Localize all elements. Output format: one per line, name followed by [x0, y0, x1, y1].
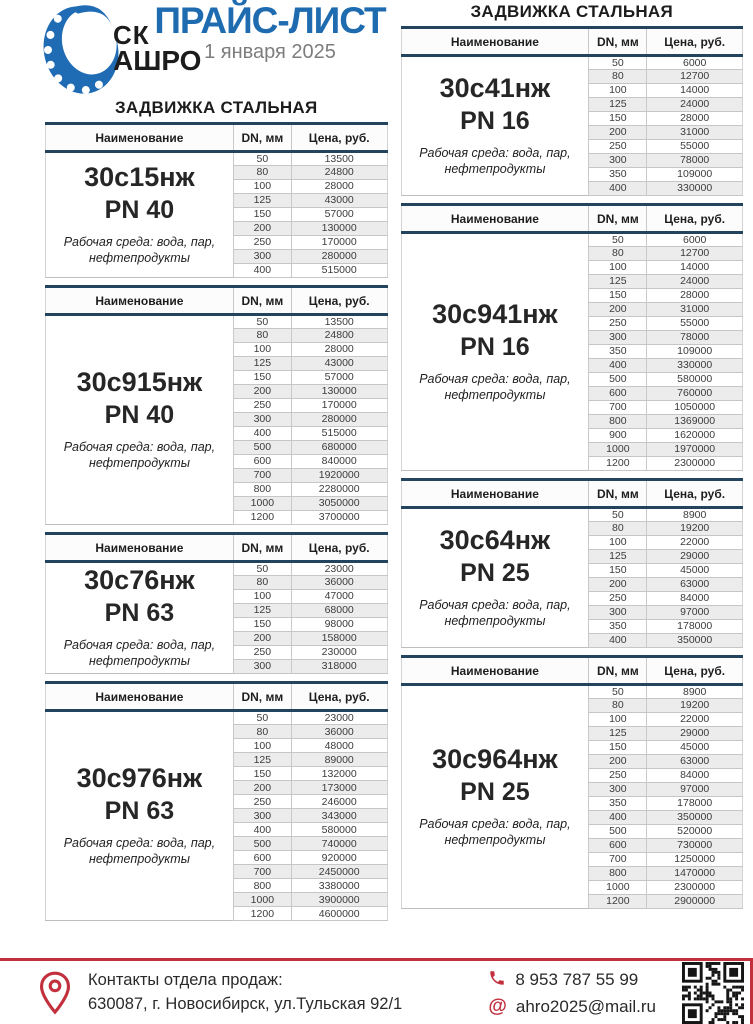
dn-cell: 500	[233, 837, 291, 851]
dn-cell: 250	[589, 769, 647, 783]
column-header-name: Наименование	[46, 287, 234, 315]
dn-cell: 80	[233, 725, 291, 739]
price-cell: 84000	[647, 769, 743, 783]
price-cell: 330000	[647, 359, 743, 373]
price-cell: 2450000	[291, 865, 387, 879]
price-cell: 45000	[647, 564, 743, 578]
price-cell: 3380000	[291, 879, 387, 893]
table-row	[46, 152, 388, 166]
price-cell: 14000	[647, 261, 743, 275]
contact-block	[38, 969, 476, 1017]
dn-cell: 50	[233, 562, 291, 576]
column-header-dn: DN, мм	[589, 657, 647, 685]
price-cell: 580000	[647, 373, 743, 387]
price-cell: 1470000	[647, 867, 743, 881]
phone-number: 8 953 787 55 99	[515, 970, 639, 989]
dn-cell: 1200	[233, 907, 291, 921]
dn-cell: 600	[589, 387, 647, 401]
price-cell: 1920000	[291, 469, 387, 483]
dn-cell: 150	[233, 618, 291, 632]
dn-cell: 1200	[233, 511, 291, 525]
dn-cell: 50	[589, 233, 647, 247]
price-cell: 23000	[291, 711, 387, 725]
product-media: Рабочая среда: вода, пар, нефтепродукты	[419, 371, 571, 402]
price-cell: 14000	[647, 84, 743, 98]
price-cell: 24800	[291, 329, 387, 343]
dn-cell: 1000	[233, 497, 291, 511]
price-cell: 2900000	[647, 895, 743, 909]
dn-cell: 400	[233, 264, 291, 278]
dn-cell: 50	[589, 685, 647, 699]
dn-cell: 400	[233, 427, 291, 441]
logo-line1: СК	[113, 20, 150, 50]
dn-cell: 1000	[589, 881, 647, 895]
dn-cell: 250	[233, 646, 291, 660]
dn-cell: 400	[589, 359, 647, 373]
price-cell: 43000	[291, 194, 387, 208]
dn-cell: 50	[233, 152, 291, 166]
dn-cell: 100	[233, 180, 291, 194]
dn-cell: 350	[589, 797, 647, 811]
dn-cell: 125	[233, 357, 291, 371]
product-cell	[46, 315, 234, 525]
price-cell: 2300000	[647, 457, 743, 471]
dn-cell: 200	[589, 755, 647, 769]
price-cell: 47000	[291, 590, 387, 604]
price-cell: 29000	[647, 727, 743, 741]
dn-cell: 250	[233, 399, 291, 413]
dn-cell: 300	[233, 809, 291, 823]
dn-cell: 300	[233, 250, 291, 264]
price-cell: 230000	[291, 646, 387, 660]
dn-cell: 400	[233, 823, 291, 837]
qr-code	[682, 962, 744, 1024]
price-cell: 97000	[647, 606, 743, 620]
price-cell: 109000	[647, 168, 743, 182]
price-cell: 1250000	[647, 853, 743, 867]
dn-cell: 250	[589, 317, 647, 331]
dn-cell: 200	[233, 222, 291, 236]
phone-row	[488, 969, 656, 992]
product-cell	[401, 56, 589, 196]
product-cell	[46, 562, 234, 674]
dn-cell: 80	[233, 166, 291, 180]
dn-cell: 500	[233, 441, 291, 455]
dn-cell: 125	[589, 98, 647, 112]
dn-cell: 80	[589, 699, 647, 713]
price-cell: 31000	[647, 126, 743, 140]
price-cell: 12700	[647, 70, 743, 84]
price-table	[45, 532, 388, 674]
column-header-dn: DN, мм	[233, 534, 291, 562]
price-cell: 760000	[647, 387, 743, 401]
phone-email-block	[488, 969, 656, 1017]
dn-cell: 100	[589, 536, 647, 550]
dn-cell: 900	[589, 429, 647, 443]
dn-cell: 50	[233, 711, 291, 725]
right-column	[401, 0, 744, 958]
email-at-icon: @	[488, 996, 507, 1017]
price-cell: 680000	[291, 441, 387, 455]
dn-cell: 700	[589, 401, 647, 415]
dn-cell: 800	[233, 483, 291, 497]
footer	[0, 958, 753, 1024]
dn-cell: 400	[589, 811, 647, 825]
column-header-dn: DN, мм	[589, 28, 647, 56]
column-header-name: Наименование	[46, 124, 234, 152]
phone-icon	[488, 969, 506, 992]
price-cell: 132000	[291, 767, 387, 781]
price-cell: 246000	[291, 795, 387, 809]
dn-cell: 700	[589, 853, 647, 867]
price-cell: 12700	[647, 247, 743, 261]
price-cell: 19200	[647, 522, 743, 536]
dn-cell: 100	[233, 739, 291, 753]
price-cell: 8900	[647, 685, 743, 699]
price-cell: 1369000	[647, 415, 743, 429]
left-tables	[45, 122, 388, 928]
dn-cell: 300	[589, 783, 647, 797]
left-column	[45, 0, 388, 958]
table-row	[46, 711, 388, 725]
price-cell: 280000	[291, 250, 387, 264]
price-cell: 28000	[291, 343, 387, 357]
price-cell: 330000	[647, 182, 743, 196]
product-cell	[401, 508, 589, 648]
column-header-name: Наименование	[401, 480, 589, 508]
product-pn: PN 63	[104, 599, 175, 627]
price-cell: 520000	[647, 825, 743, 839]
price-cell: 515000	[291, 427, 387, 441]
column-header-price: Цена, руб.	[291, 534, 387, 562]
price-cell: 2280000	[291, 483, 387, 497]
column-header-name: Наименование	[401, 28, 589, 56]
email-row	[488, 997, 656, 1017]
dn-cell: 80	[233, 576, 291, 590]
product-cell	[46, 711, 234, 921]
price-table	[45, 681, 388, 921]
dn-cell: 700	[233, 865, 291, 879]
price-cell: 55000	[647, 317, 743, 331]
email-address: ahro2025@mail.ru	[515, 996, 656, 1016]
column-header-dn: DN, мм	[589, 480, 647, 508]
dn-cell: 150	[233, 371, 291, 385]
dn-cell: 150	[589, 289, 647, 303]
product-pn: PN 40	[104, 195, 175, 224]
price-cell: 28000	[647, 289, 743, 303]
dn-cell: 200	[233, 781, 291, 795]
dn-cell: 80	[589, 70, 647, 84]
price-cell: 280000	[291, 413, 387, 427]
price-cell: 63000	[647, 755, 743, 769]
price-cell: 109000	[647, 345, 743, 359]
dn-cell: 150	[589, 112, 647, 126]
dn-cell: 100	[233, 343, 291, 357]
price-cell: 173000	[291, 781, 387, 795]
product-pn: PN 16	[460, 106, 530, 135]
column-header-price: Цена, руб.	[647, 480, 743, 508]
column-header-price: Цена, руб.	[647, 657, 743, 685]
dn-cell: 150	[233, 767, 291, 781]
price-cell: 920000	[291, 851, 387, 865]
price-cell: 170000	[291, 236, 387, 250]
dn-cell: 100	[589, 261, 647, 275]
price-cell: 3050000	[291, 497, 387, 511]
column-header-price: Цена, руб.	[291, 287, 387, 315]
price-cell: 45000	[647, 741, 743, 755]
product-name: 30с41нж	[439, 72, 551, 103]
price-cell: 580000	[291, 823, 387, 837]
dn-cell: 350	[589, 168, 647, 182]
page-title: ПРАЙС-ЛИСТ	[154, 0, 386, 41]
dn-cell: 200	[233, 385, 291, 399]
dn-cell: 400	[589, 182, 647, 196]
table-row	[401, 56, 743, 70]
dn-cell: 300	[233, 660, 291, 674]
price-cell: 158000	[291, 632, 387, 646]
price-table	[401, 26, 744, 196]
dn-cell: 250	[589, 592, 647, 606]
dn-cell: 150	[589, 564, 647, 578]
dn-cell: 600	[589, 839, 647, 853]
dn-cell: 80	[589, 522, 647, 536]
price-cell: 22000	[647, 536, 743, 550]
contacts-address: 630087, г. Новосибирск, ул.Тульская 92/1	[88, 994, 403, 1013]
page-header	[45, 0, 388, 96]
column-header-dn: DN, мм	[233, 124, 291, 152]
price-cell: 36000	[291, 576, 387, 590]
product-pn: PN 40	[104, 400, 175, 429]
dn-cell: 150	[233, 208, 291, 222]
right-tables	[401, 26, 744, 916]
price-cell: 28000	[647, 112, 743, 126]
price-cell: 4600000	[291, 907, 387, 921]
table-row	[401, 685, 743, 699]
table-row	[46, 562, 388, 576]
table-row	[401, 233, 743, 247]
price-cell: 13500	[291, 315, 387, 329]
price-cell: 36000	[291, 725, 387, 739]
product-media: Рабочая среда: вода, пар, нефтепродукты	[63, 234, 216, 265]
price-cell: 3700000	[291, 511, 387, 525]
price-cell: 43000	[291, 357, 387, 371]
dn-cell: 125	[233, 604, 291, 618]
price-cell: 515000	[291, 264, 387, 278]
title-block	[145, 2, 395, 64]
price-cell: 55000	[647, 140, 743, 154]
dn-cell: 700	[233, 469, 291, 483]
price-cell: 170000	[291, 399, 387, 413]
price-cell: 350000	[647, 634, 743, 648]
price-cell: 89000	[291, 753, 387, 767]
price-table	[45, 285, 388, 525]
product-cell	[46, 152, 234, 278]
dn-cell: 1000	[589, 443, 647, 457]
dn-cell: 250	[233, 795, 291, 809]
dn-cell: 125	[589, 727, 647, 741]
contacts-title: Контакты отдела продаж:	[88, 970, 283, 989]
price-date: 1 января 2025	[204, 40, 336, 63]
dn-cell: 100	[589, 84, 647, 98]
dn-cell: 1000	[233, 893, 291, 907]
price-cell: 343000	[291, 809, 387, 823]
dn-cell: 300	[589, 606, 647, 620]
product-media: Рабочая среда: вода, пар, нефтепродукты	[419, 816, 571, 847]
product-pn: PN 25	[460, 777, 530, 806]
dn-cell: 200	[589, 126, 647, 140]
dn-cell: 400	[589, 634, 647, 648]
dn-cell: 200	[589, 303, 647, 317]
price-cell: 1970000	[647, 443, 743, 457]
price-cell: 318000	[291, 660, 387, 674]
dn-cell: 800	[233, 879, 291, 893]
price-cell: 2300000	[647, 881, 743, 895]
dn-cell: 500	[589, 373, 647, 387]
price-cell: 22000	[647, 713, 743, 727]
price-cell: 23000	[291, 562, 387, 576]
product-cell	[401, 233, 589, 471]
dn-cell: 250	[589, 140, 647, 154]
price-cell: 63000	[647, 578, 743, 592]
price-cell: 6000	[647, 233, 743, 247]
product-name: 30с976нж	[76, 763, 203, 794]
price-cell: 730000	[647, 839, 743, 853]
price-cell: 3900000	[291, 893, 387, 907]
column-header-price: Цена, руб.	[291, 683, 387, 711]
price-table	[401, 478, 744, 648]
product-media: Рабочая среда: вода, пар, нефтепродукты	[419, 597, 571, 628]
section-title-left: ЗАДВИЖКА СТАЛЬНАЯ	[114, 98, 318, 117]
price-cell: 19200	[647, 699, 743, 713]
price-cell: 24000	[647, 98, 743, 112]
price-cell: 78000	[647, 331, 743, 345]
dn-cell: 350	[589, 345, 647, 359]
price-cell: 13500	[291, 152, 387, 166]
price-cell: 24800	[291, 166, 387, 180]
price-cell: 98000	[291, 618, 387, 632]
dn-cell: 50	[589, 508, 647, 522]
price-cell: 1050000	[647, 401, 743, 415]
dn-cell: 500	[589, 825, 647, 839]
column-header-name: Наименование	[401, 205, 589, 233]
dn-cell: 125	[589, 275, 647, 289]
product-media: Рабочая среда: вода, пар, нефтепродукты	[63, 638, 216, 668]
product-name: 30с15нж	[84, 161, 195, 192]
column-header-price: Цена, руб.	[291, 124, 387, 152]
price-cell: 178000	[647, 620, 743, 634]
dn-cell: 200	[589, 578, 647, 592]
table-row	[401, 508, 743, 522]
column-header-name: Наименование	[46, 683, 234, 711]
column-header-price: Цена, руб.	[647, 28, 743, 56]
column-header-name: Наименование	[46, 534, 234, 562]
dn-cell: 300	[233, 413, 291, 427]
price-cell: 130000	[291, 222, 387, 236]
price-cell: 57000	[291, 371, 387, 385]
product-cell	[401, 685, 589, 909]
price-cell: 1620000	[647, 429, 743, 443]
dn-cell: 100	[589, 713, 647, 727]
price-cell: 68000	[291, 604, 387, 618]
column-header-price: Цена, руб.	[647, 205, 743, 233]
dn-cell: 300	[589, 154, 647, 168]
dn-cell: 300	[589, 331, 647, 345]
dn-cell: 150	[589, 741, 647, 755]
column-header-name: Наименование	[401, 657, 589, 685]
column-header-dn: DN, мм	[233, 287, 291, 315]
location-pin-icon	[38, 970, 72, 1016]
dn-cell: 80	[233, 329, 291, 343]
dn-cell: 800	[589, 415, 647, 429]
product-media: Рабочая среда: вода, пар, нефтепродукты	[419, 145, 571, 176]
product-media: Рабочая среда: вода, пар, нефтепродукты	[63, 439, 216, 470]
dn-cell: 800	[589, 867, 647, 881]
price-cell: 84000	[647, 592, 743, 606]
price-cell: 48000	[291, 739, 387, 753]
price-cell: 31000	[647, 303, 743, 317]
price-table	[401, 203, 744, 471]
dn-cell: 1200	[589, 457, 647, 471]
dn-cell: 600	[233, 455, 291, 469]
product-name: 30с941нж	[432, 298, 558, 329]
dn-cell: 125	[233, 753, 291, 767]
price-table	[401, 655, 744, 909]
price-cell: 178000	[647, 797, 743, 811]
price-cell: 8900	[647, 508, 743, 522]
product-pn: PN 63	[104, 797, 175, 826]
column-header-dn: DN, мм	[233, 683, 291, 711]
price-cell: 29000	[647, 550, 743, 564]
dn-cell: 250	[233, 236, 291, 250]
dn-cell: 350	[589, 620, 647, 634]
price-cell: 6000	[647, 56, 743, 70]
price-cell: 78000	[647, 154, 743, 168]
logo-line2: АШРО	[113, 44, 202, 76]
price-cell: 97000	[647, 783, 743, 797]
price-cell: 350000	[647, 811, 743, 825]
product-media: Рабочая среда: вода, пар, нефтепродукты	[63, 836, 216, 866]
section-title-right: ЗАДВИЖКА СТАЛЬНАЯ	[470, 2, 674, 21]
dn-cell: 50	[233, 315, 291, 329]
price-cell: 840000	[291, 455, 387, 469]
product-pn: PN 16	[460, 332, 530, 361]
product-name: 30с64нж	[439, 524, 551, 555]
dn-cell: 125	[589, 550, 647, 564]
contact-lines	[88, 969, 402, 1017]
dn-cell: 1200	[589, 895, 647, 909]
price-cell: 57000	[291, 208, 387, 222]
dn-cell: 50	[589, 56, 647, 70]
dn-cell: 125	[233, 194, 291, 208]
product-name: 30с964нж	[432, 743, 558, 774]
price-cell: 740000	[291, 837, 387, 851]
price-cell: 28000	[291, 180, 387, 194]
price-table	[45, 122, 388, 278]
product-name: 30с915нж	[76, 366, 203, 397]
column-header-dn: DN, мм	[589, 205, 647, 233]
dn-cell: 200	[233, 632, 291, 646]
dn-cell: 80	[589, 247, 647, 261]
product-name: 30с76нж	[84, 565, 195, 595]
table-row	[46, 315, 388, 329]
dn-cell: 600	[233, 851, 291, 865]
product-pn: PN 25	[460, 558, 530, 587]
price-cell: 130000	[291, 385, 387, 399]
price-cell: 24000	[647, 275, 743, 289]
dn-cell: 100	[233, 590, 291, 604]
